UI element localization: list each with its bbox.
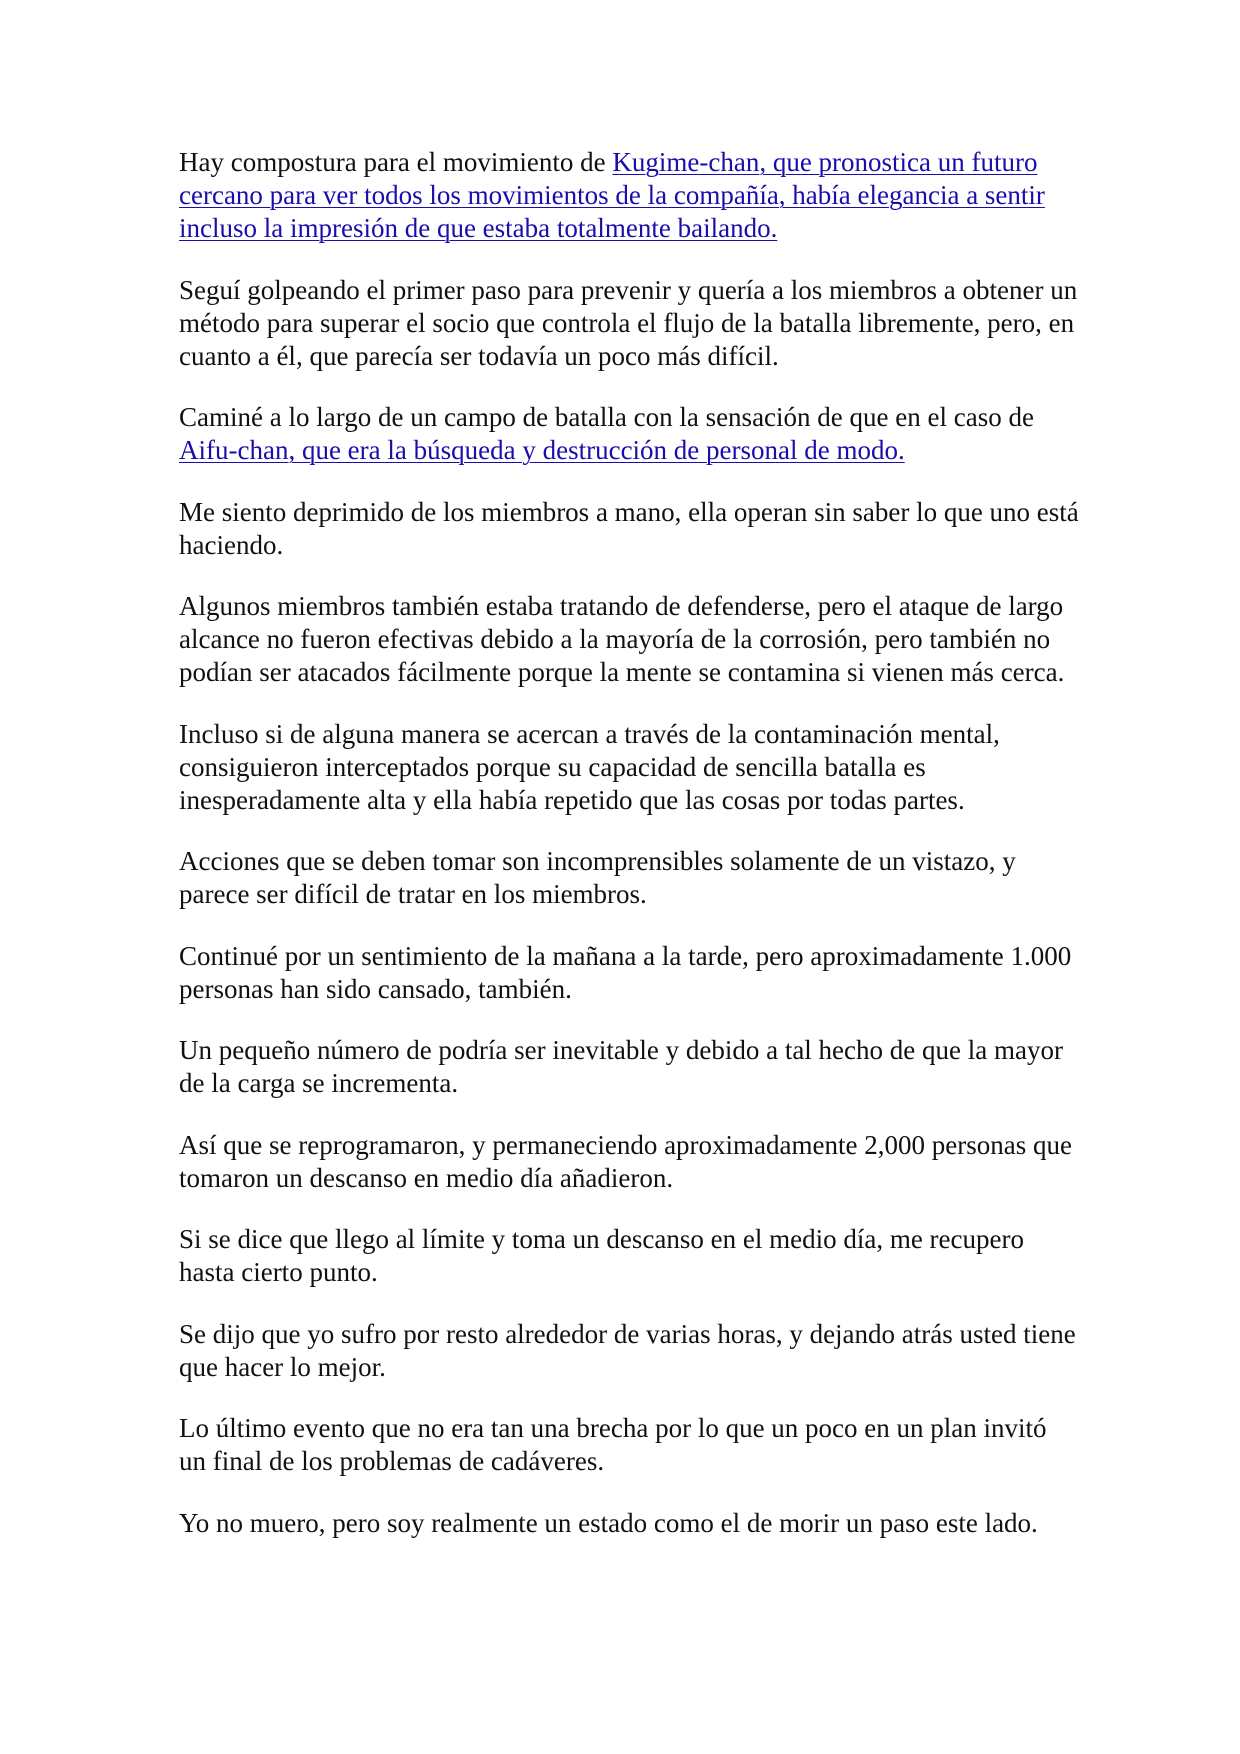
paragraph-text: Se dijo que yo sufro por resto alrededor de varias horas, y dejando atrás usted tiene que hacer lo mejor. xyxy=(179,1318,1076,1382)
link-kugime-chan[interactable]: Kugime-chan, que pronostica un futuro cercano para ver todos los movimientos de la compañía, había elegancia a sentir incluso la impresión de que estaba totalmente bailando. xyxy=(179,147,1045,243)
paragraph-6 xyxy=(179,718,1079,817)
paragraph-text: Continué por un sentimiento de la mañana a la tarde, pero aproximadamente 1.000 personas han sido cansado, también. xyxy=(179,940,1072,1004)
paragraph-5 xyxy=(179,590,1079,689)
paragraph-text: Lo último evento que no era tan una brecha por lo que un poco en un plan invitó un final de los problemas de cadáveres. xyxy=(179,1413,1047,1476)
paragraph-12 xyxy=(179,1318,1079,1384)
paragraph-3 xyxy=(179,401,1079,467)
paragraph-11 xyxy=(179,1223,1079,1289)
paragraph-text: Me siento deprimido de los miembros a mano, ella operan sin saber lo que uno está haciendo. xyxy=(179,496,1079,560)
paragraph-text: Si se dice que llego al límite y toma un descanso en el medio día, me recupero hasta cierto punto. xyxy=(179,1224,1024,1287)
paragraph-4 xyxy=(179,496,1079,562)
paragraph-text: Incluso si de alguna manera se acercan a través de la contaminación mental, consiguieron interceptados porque su capacidad de sencilla batalla es inesperadamente alta y ella había repetido que las cosas por todas partes. xyxy=(179,718,1000,815)
paragraph-text: Así que se reprogramaron, y permaneciendo aproximadamente 2,000 personas que tomaron un descanso en medio día añadieron. xyxy=(179,1129,1072,1193)
link-aifu-chan[interactable]: Aifu-chan, que era la búsqueda y destrucción de personal de modo. xyxy=(179,435,905,465)
paragraph-text: Caminé a lo largo de un campo de batalla con la sensación de que en el caso de xyxy=(179,402,1034,432)
paragraph-9 xyxy=(179,1034,1079,1100)
paragraph-8 xyxy=(179,940,1079,1006)
paragraph-text: Un pequeño número de podría ser inevitable y debido a tal hecho de que la mayor de la carga se incrementa. xyxy=(179,1035,1063,1098)
paragraph-10 xyxy=(179,1129,1079,1195)
document-body xyxy=(179,146,1079,1568)
paragraph-13 xyxy=(179,1412,1079,1478)
paragraph-14 xyxy=(179,1507,1079,1540)
paragraph-2 xyxy=(179,274,1079,373)
paragraph-text: Hay compostura para el movimiento de xyxy=(179,147,613,177)
paragraph-text: Acciones que se deben tomar son incomprensibles solamente de un vistazo, y parece ser difícil de tratar en los miembros. xyxy=(179,846,1016,909)
paragraph-text: Yo no muero, pero soy realmente un estado como el de morir un paso este lado. xyxy=(179,1507,1038,1538)
paragraph-1 xyxy=(179,146,1079,245)
paragraph-text: Seguí golpeando el primer paso para prevenir y quería a los miembros a obtener un método para superar el socio que controla el flujo de la batalla libremente, pero, en cuanto a él, que parecía ser todavía un poco más difícil. xyxy=(179,274,1078,371)
paragraph-7 xyxy=(179,845,1079,911)
paragraph-text: Algunos miembros también estaba tratando de defenderse, pero el ataque de largo alcance no fueron efectivas debido a la mayoría de la corrosión, pero también no podían ser atacados fácilmente porque la mente se contamina si vienen más cerca. xyxy=(179,591,1065,687)
